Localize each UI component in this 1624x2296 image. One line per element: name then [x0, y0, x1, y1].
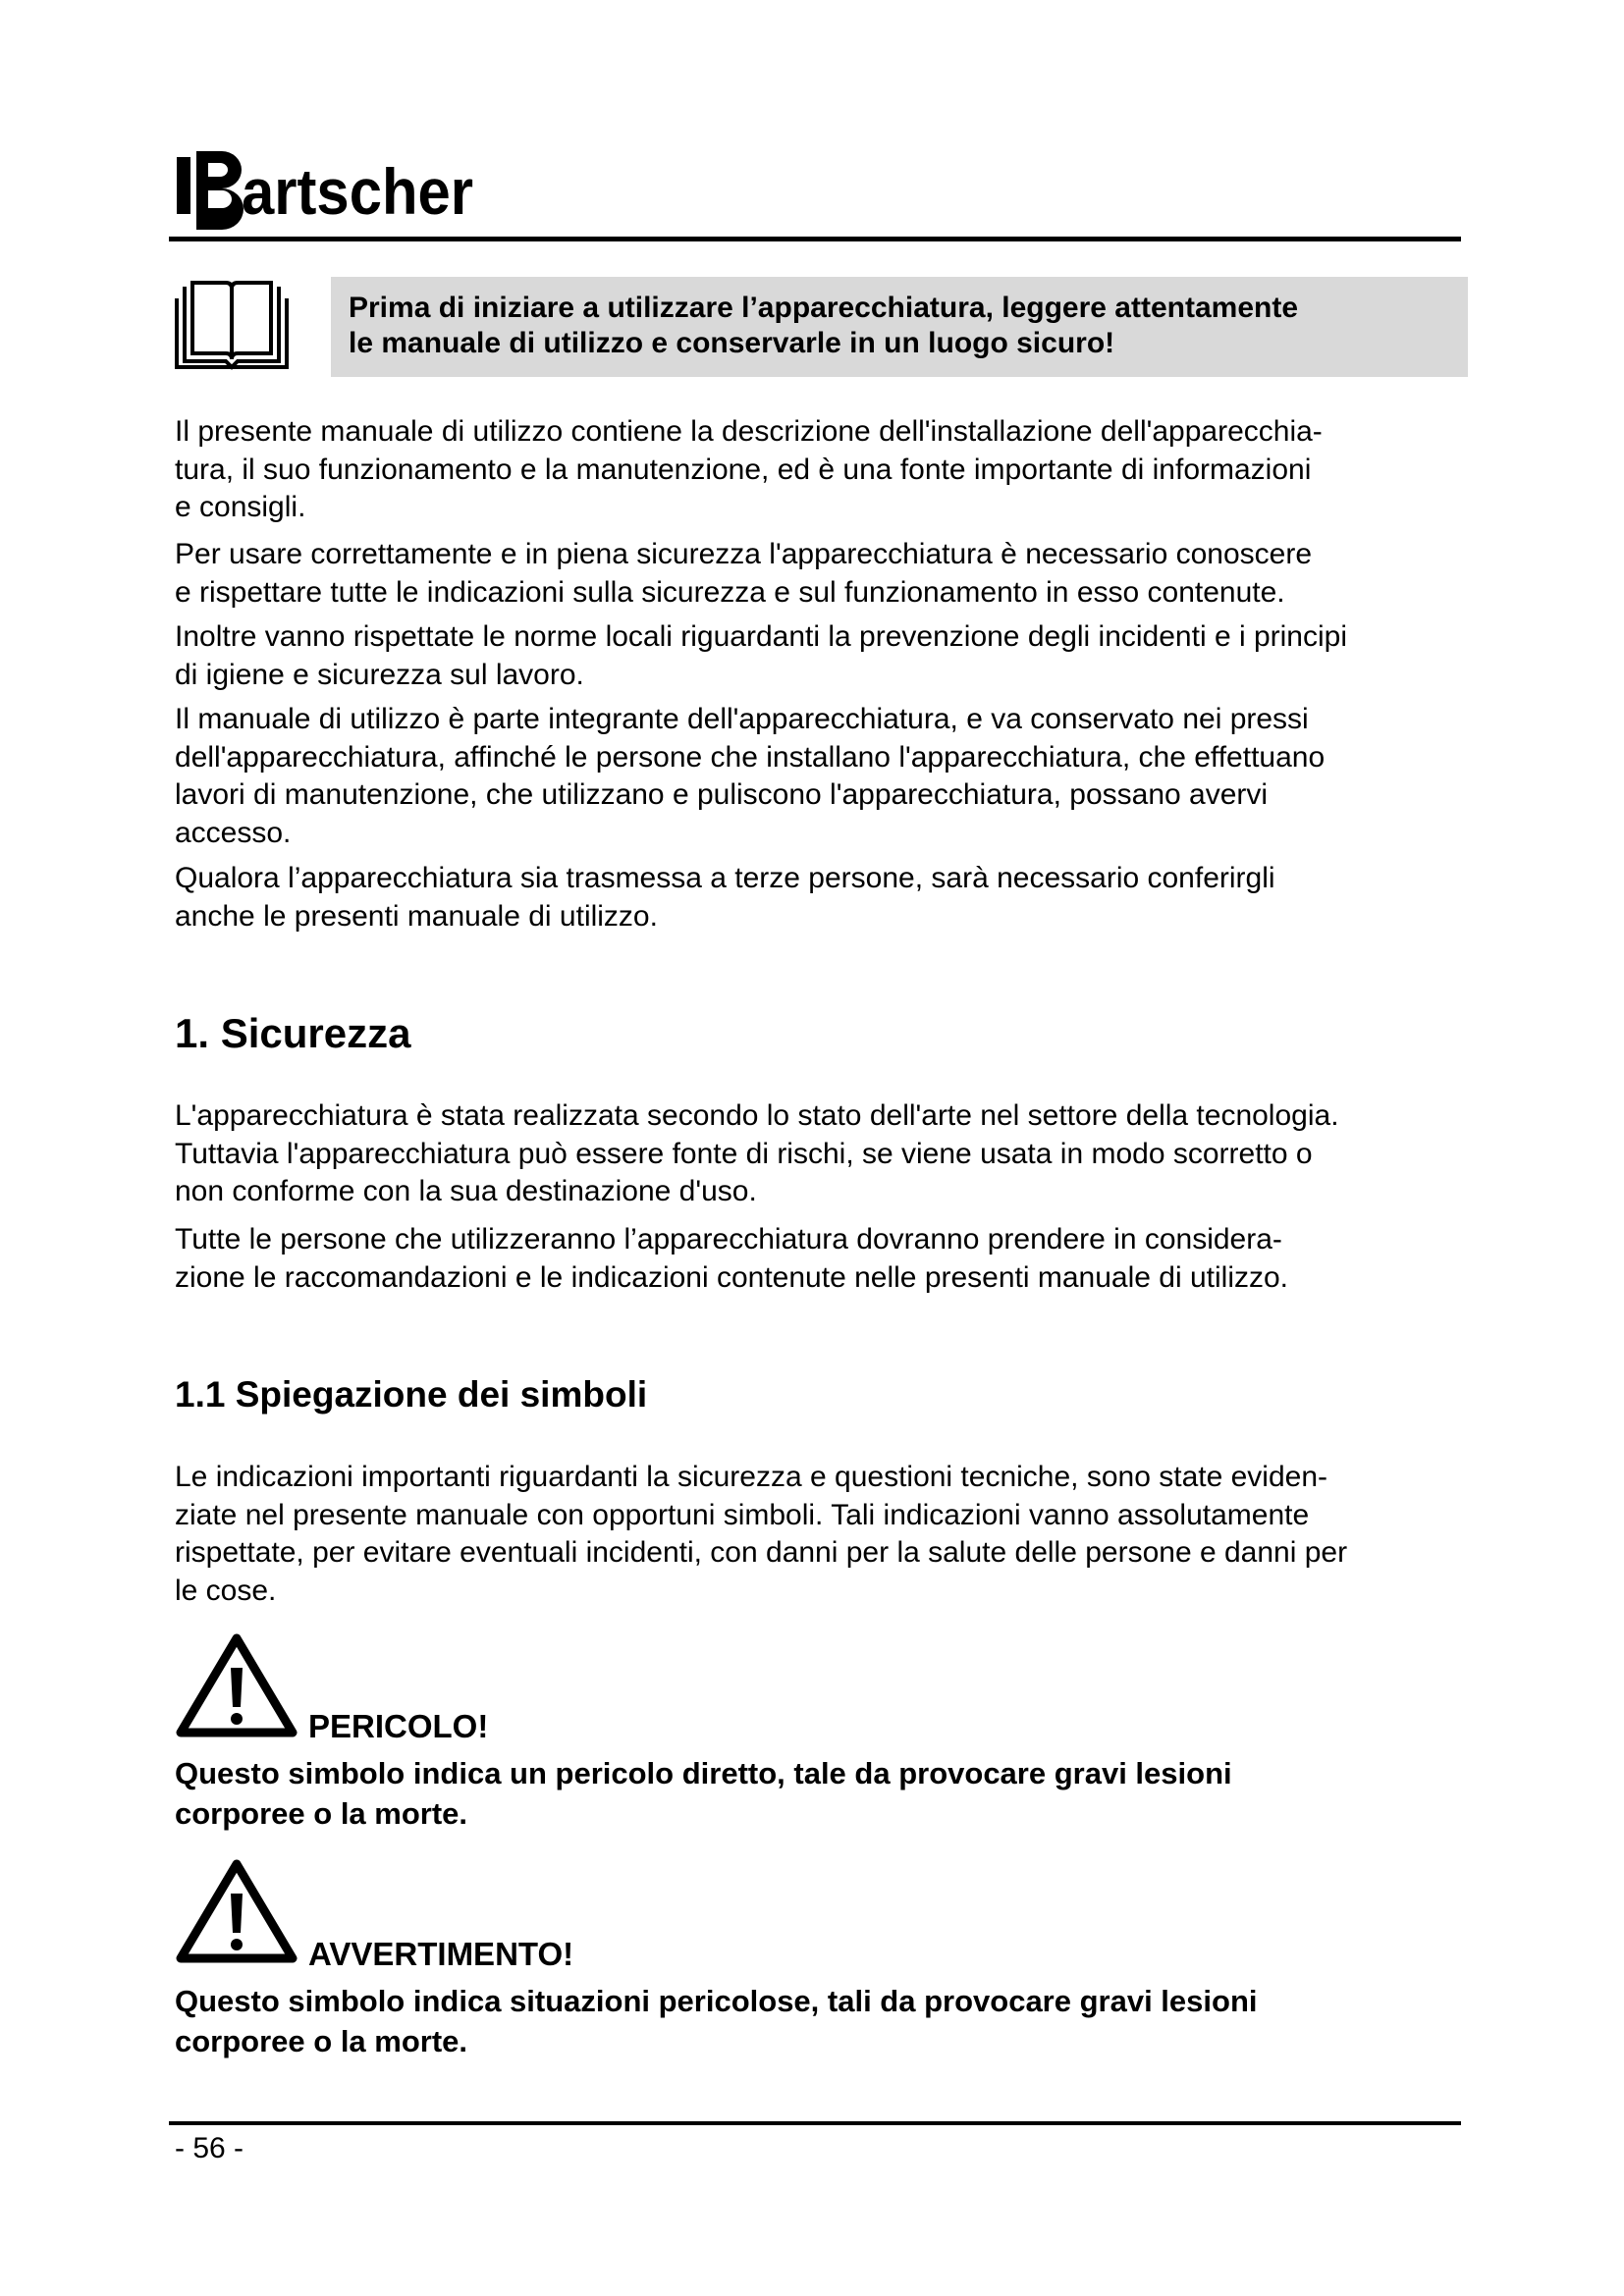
text-line: Per usare correttamente e in piena sicurezza l'apparecchiatura è necessario conoscere	[175, 538, 1313, 570]
text-line: Le indicazioni importanti riguardanti la sicurezza e questioni tecniche, sono state eviden-	[175, 1461, 1327, 1493]
text-line: Questo simbolo indica situazioni pericolose, tali da provocare gravi lesioni	[175, 1984, 1258, 2018]
section-heading: 1. Sicurezza	[175, 1010, 411, 1056]
text-line: L'apparecchiatura è stata realizzata secondo lo stato dell'arte nel settore della tecnologia.	[175, 1099, 1339, 1132]
open-book-icon	[173, 277, 291, 375]
text-line: corporee o la morte.	[175, 1796, 468, 1831]
notice-line: le manuale di utilizzo e conservarle in un luogo sicuro!	[349, 327, 1115, 359]
section-paragraph	[175, 1097, 1490, 1211]
section-paragraph	[175, 1221, 1490, 1297]
text-line: Il presente manuale di utilizzo contiene la descrizione dell'installazione dell'apparecchia-	[175, 415, 1323, 448]
warning-title-caution: AVVERTIMENTO!	[308, 1936, 574, 1972]
text-line: tura, il suo funzionamento e la manutenzione, ed è una fonte importante di informazioni	[175, 453, 1312, 486]
text-line: dell'apparecchiatura, affinché le persone che installano l'apparecchiatura, che effettuano	[175, 740, 1326, 774]
intro-paragraph	[175, 536, 1490, 612]
subsection-paragraph	[175, 1459, 1490, 1610]
intro-paragraph	[175, 701, 1490, 852]
text-line: Inoltre vanno rispettate le norme locali riguardanti la prevenzione degli incidenti e i principi	[175, 620, 1348, 653]
danger-triangle-icon	[175, 1632, 298, 1740]
text-line: lavori di manutenzione, che utilizzano e puliscono l'apparecchiatura, possano avervi	[175, 778, 1269, 811]
text-line: e rispettare tutte le indicazioni sulla sicurezza e sul funzionamento in esso contenute.	[175, 575, 1285, 609]
page-number: - 56 -	[175, 2132, 244, 2164]
read-manual-notice	[331, 277, 1468, 377]
text-line: rispettate, per evitare eventuali incidenti, con danni per la salute delle persone e danni per	[175, 1536, 1348, 1569]
footer-rule	[169, 2121, 1461, 2125]
text-line: non conforme con la sua destinazione d'uso.	[175, 1175, 757, 1207]
bartscher-logo	[175, 135, 479, 234]
warning-description	[175, 1981, 1258, 2061]
text-line: Tutte le persone che utilizzeranno l’apparecchiatura dovranno prendere in considera-	[175, 1223, 1282, 1255]
warning-triangle-icon	[175, 1858, 298, 1966]
text-line: Qualora l’apparecchiatura sia trasmessa a terze persone, sarà necessario conferirgli	[175, 862, 1275, 894]
text-line: anche le presenti manuale di utilizzo.	[175, 899, 658, 933]
text-line: accesso.	[175, 816, 292, 849]
text-line: di igiene e sicurezza sul lavoro.	[175, 658, 584, 691]
warning-description	[175, 1753, 1232, 1834]
intro-paragraph	[175, 860, 1490, 935]
svg-text:artscher: artscher	[242, 155, 473, 228]
intro-paragraph	[175, 618, 1490, 694]
header-rule	[169, 237, 1461, 241]
text-line: Questo simbolo indica un pericolo diretto, tale da provocare gravi lesioni	[175, 1756, 1232, 1790]
intro-paragraph	[175, 413, 1490, 527]
warning-title-danger: PERICOLO!	[308, 1708, 489, 1744]
text-line: e consigli.	[175, 491, 306, 523]
text-line: ziate nel presente manuale con opportuni simboli. Tali indicazioni vanno assolutamente	[175, 1498, 1310, 1531]
text-line: zione le raccomandazioni e le indicazioni contenute nelle presenti manuale di utilizzo.	[175, 1260, 1289, 1294]
text-line: Il manuale di utilizzo è parte integrante dell'apparecchiatura, e va conservato nei pressi	[175, 703, 1309, 735]
subsection-heading: 1.1 Spiegazione dei simboli	[175, 1374, 648, 1415]
text-line: Tuttavia l'apparecchiatura può essere fonte di rischi, se viene usata in modo scorretto o	[175, 1137, 1313, 1170]
text-line: corporee o la morte.	[175, 2024, 468, 2058]
text-line: le cose.	[175, 1574, 277, 1607]
notice-line: Prima di iniziare a utilizzare l’apparecchiatura, leggere attentamente	[349, 292, 1299, 324]
